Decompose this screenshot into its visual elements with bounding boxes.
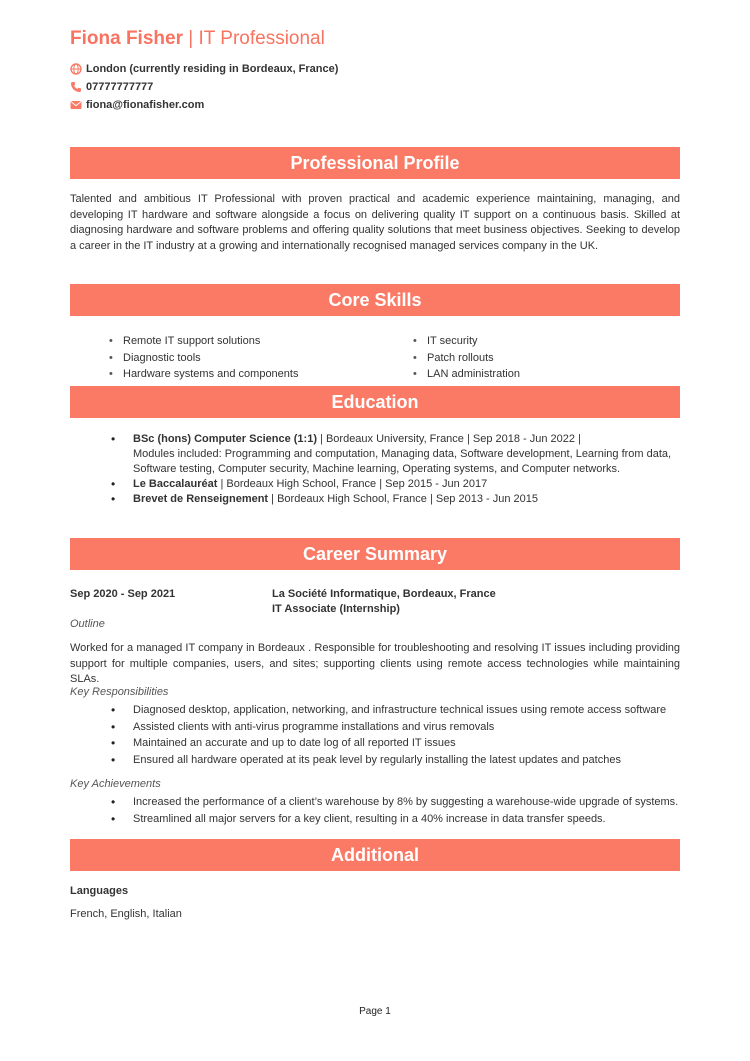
skill-item: • Diagnostic tools: [123, 350, 298, 367]
achievement-item: • Streamlined all major servers for a key client, resulting in a 40% increase in data transfer speeds.: [133, 811, 678, 828]
education-details: | Bordeaux High School, France | Sep 2013 - Jun 2015: [268, 493, 538, 505]
contact-phone: [70, 81, 153, 93]
education-degree: Le Baccalauréat: [133, 478, 218, 490]
education-details: | Bordeaux High School, France | Sep 2015 - Jun 2017: [217, 478, 488, 490]
section-heading-skills: Core Skills: [70, 284, 680, 316]
outline-text: Worked for a managed IT company in Bordeaux . Responsible for troubleshooting and resolving IT issues including providing support for multiple companies, users, and sites; supporting clients using remote access technologies while maintaining SLAs.: [70, 642, 680, 685]
skill-item: • LAN administration: [427, 366, 520, 383]
profile-text: Talented and ambitious IT Professional with proven practical and academic experience maintaining, managing, and developing IT hardware and software alongside a focus on delivering quality IT support on a continuous basis. Skilled at diagnosing hardware and software problems and offering quality solutions that meet business objectives. Seeking to develop a career in the IT industry at a growing and internationally recognised managed services company in the UK.: [70, 193, 680, 252]
skills-list-left: [123, 333, 298, 383]
languages-label: Languages: [70, 885, 129, 897]
phone-icon: [70, 81, 82, 93]
skills-list-right: [427, 333, 520, 383]
contact-location: [70, 63, 338, 75]
education-degree: BSc (hons) Computer Science (1:1): [133, 433, 317, 445]
responsibilities-label: Key Responsibilities: [70, 686, 169, 698]
contact-email: [70, 99, 204, 111]
responsibility-item: • Maintained an accurate and up to date log of all reported IT issues: [133, 735, 666, 752]
skill-item: • Patch rollouts: [427, 350, 520, 367]
skill-item: • Hardware systems and components: [123, 366, 298, 383]
job-dates: Sep 2020 - Sep 2021: [70, 588, 176, 600]
candidate-title: IT Professional: [198, 28, 325, 49]
section-heading-education: Education: [70, 386, 680, 418]
languages-text: French, English, Italian: [70, 908, 182, 920]
skill-item: • IT security: [427, 333, 520, 350]
achievements-list: [133, 794, 678, 827]
phone-text: 07777777777: [86, 81, 154, 93]
page-title: [70, 28, 325, 50]
responsibility-item: • Assisted clients with anti-virus programme installations and virus removals: [133, 719, 666, 736]
skill-item: • Remote IT support solutions: [123, 333, 298, 350]
page-number: Page 1: [359, 1006, 391, 1017]
responsibility-item: • Ensured all hardware operated at its peak level by regularly installing the latest updates and patches: [133, 752, 666, 769]
responsibility-item: • Diagnosed desktop, application, networking, and infrastructure technical issues using remote access software: [133, 702, 666, 719]
email-text: fiona@fionafisher.com: [86, 99, 205, 111]
title-separator: |: [188, 28, 194, 49]
outline-label: Outline: [70, 618, 105, 630]
education-modules: Software testing, Computer security, Machine learning, Operating systems, and Computer networks.: [133, 463, 621, 475]
job-role: IT Associate (Internship): [272, 603, 400, 615]
education-item: [133, 477, 680, 492]
education-modules: Modules included: Programming and computation, Managing data, Software development, Learning from data,: [133, 448, 672, 460]
education-details: | Bordeaux University, France | Sep 2018 - Jun 2022 |: [316, 433, 581, 445]
job-company: La Société Informatique, Bordeaux, France: [272, 588, 496, 600]
section-heading-profile: Professional Profile: [70, 147, 680, 179]
achievements-label: Key Achievements: [70, 778, 161, 790]
candidate-name: Fiona Fisher: [70, 28, 183, 49]
achievement-item: • Increased the performance of a client’s warehouse by 8% by suggesting a warehouse-wide upgrade of systems.: [133, 794, 678, 811]
education-item: [133, 492, 680, 507]
section-heading-additional: Additional: [70, 839, 680, 871]
section-heading-career: Career Summary: [70, 538, 680, 570]
globe-icon: [70, 63, 82, 75]
education-list: [133, 432, 680, 507]
responsibilities-list: [133, 702, 666, 768]
education-degree: Brevet de Renseignement: [133, 493, 269, 505]
education-item: [133, 432, 680, 477]
location-text: London (currently residing in Bordeaux, France): [86, 63, 339, 75]
envelope-icon: [70, 99, 82, 111]
